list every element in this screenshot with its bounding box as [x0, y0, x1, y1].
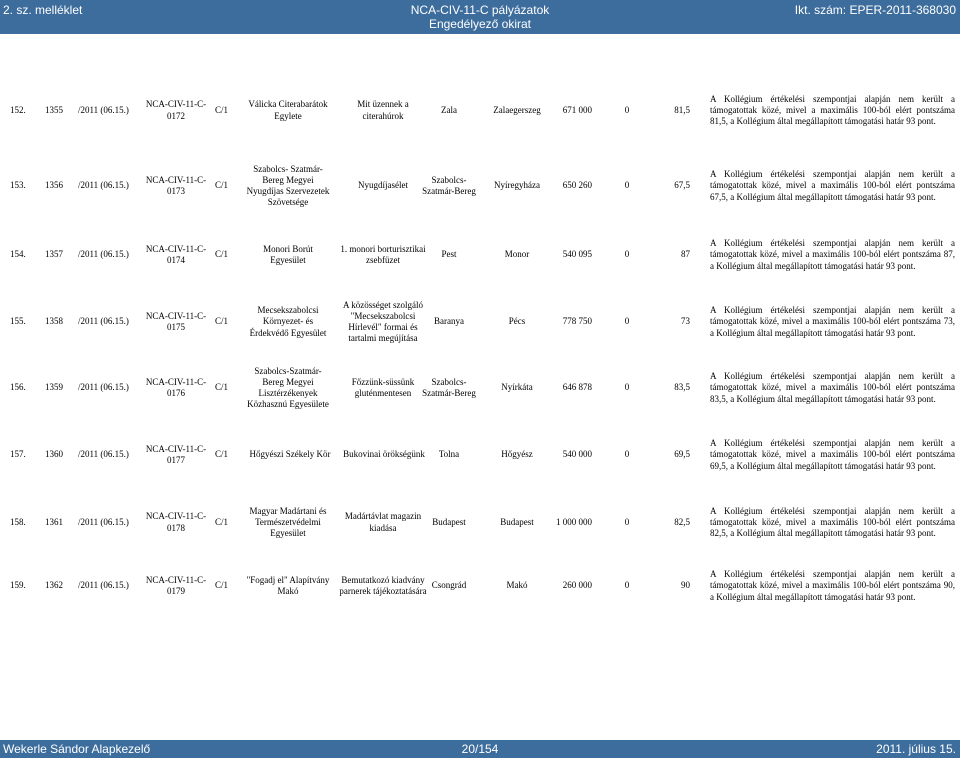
cell-score-text: 69,5	[674, 449, 690, 460]
cell-county-text: Tolna	[438, 449, 460, 460]
cell-note	[710, 77, 955, 144]
cell-date	[78, 291, 142, 353]
cell-ref-text: 1362	[45, 580, 63, 591]
cell-score-text: 83,5	[674, 382, 690, 393]
cell-amount-text: 671 000	[562, 104, 592, 115]
cell-note-text: A Kollégium értékelési szempontjai alapján nem került a támogatottak közé, mivel a maximális 100-ból elért pontszáma 69,5, a Kollégium által megállapított támogatási határ 93 pont.	[710, 438, 955, 471]
cell-cat-text: C/1	[215, 382, 229, 393]
cell-code	[140, 153, 212, 219]
cell-org	[238, 491, 338, 554]
cell-ref	[45, 356, 73, 420]
footer-organization: Wekerle Sándor Alapkezelő	[3, 742, 151, 756]
cell-amount-text: 650 260	[562, 180, 592, 191]
cell-ref	[45, 424, 73, 486]
cell-score-text: 73	[681, 316, 690, 327]
cell-title-text: Bemutatkozó kiadvány parnerek tájékoztatására	[339, 574, 427, 596]
cell-ref-text: 1355	[45, 104, 63, 115]
cell-date	[78, 491, 142, 554]
cell-date	[78, 424, 142, 486]
cell-num-text: 152.	[10, 104, 26, 115]
cell-city-text: Zalaegerszeg	[493, 104, 541, 115]
table-row	[0, 491, 960, 554]
cell-title-text: Mit üzennek a citerahúrok	[357, 99, 409, 121]
cell-note	[710, 424, 955, 486]
cell-zero	[620, 153, 634, 219]
cell-title-text: A közösséget szolgáló "Mecsekszabolcsi Hírlevél" formai és tartalmi megújítása	[343, 299, 423, 344]
cell-county	[420, 491, 478, 554]
cell-num	[10, 77, 34, 144]
cell-score	[640, 77, 690, 144]
cell-score	[640, 222, 690, 288]
cell-num	[10, 424, 34, 486]
cell-score-text: 90	[681, 580, 690, 591]
header-title-line1: NCA-CIV-11-C pályázatok	[410, 3, 550, 17]
cell-amount-text: 1 000 000	[556, 516, 592, 527]
cell-zero-text: 0	[624, 316, 630, 327]
cell-date	[78, 557, 142, 615]
cell-zero	[620, 222, 634, 288]
cell-note-text: A Kollégium értékelési szempontjai alapján nem került a támogatottak közé, mivel a maximális 100-ból elért pontszáma 67,5, a Kollégium által megállapított támogatási határ 93 pont.	[710, 169, 955, 202]
footer-date: 2011. július 15.	[876, 742, 956, 756]
cell-score-text: 67,5	[674, 180, 690, 191]
cell-org-text: Magyar Madártani és Természetvédelmi Egyesület	[249, 505, 327, 539]
cell-score	[640, 557, 690, 615]
cell-num	[10, 491, 34, 554]
cell-cat-text: C/1	[215, 316, 229, 327]
cell-title-text: Madártávlat magazin kiadása	[344, 511, 422, 533]
footer-page-number: 20/154	[461, 742, 499, 756]
cell-code-text: NCA-CIV-11-C- 0177	[145, 443, 207, 465]
cell-amount-text: 260 000	[562, 580, 592, 591]
cell-zero	[620, 491, 634, 554]
cell-score	[640, 291, 690, 353]
cell-org-text: Szabolcs-Szatmár- Bereg Megyei Lisztérzékenyek Közhasznú Egyesülete	[247, 365, 329, 410]
cell-org	[238, 222, 338, 288]
cell-cat-text: C/1	[215, 449, 229, 460]
cell-county	[420, 291, 478, 353]
cell-city-text: Hőgyész	[501, 449, 533, 460]
cell-ref-text: 1359	[45, 382, 63, 393]
table-row	[0, 291, 960, 353]
cell-amount-text: 540 000	[562, 449, 592, 460]
cell-county	[420, 153, 478, 219]
cell-org	[238, 291, 338, 353]
cell-org-text: Monori Borút Egyesület	[263, 243, 313, 265]
cell-title	[335, 222, 431, 288]
cell-ref-text: 1357	[45, 249, 63, 260]
table-row	[0, 222, 960, 288]
header-file-number: Ikt. szám: EPER-2011-368030	[794, 3, 956, 17]
cell-note	[710, 491, 955, 554]
cell-title	[335, 557, 431, 615]
cell-note-text: A Kollégium értékelési szempontjai alapján nem került a támogatottak közé, mivel a maximális 100-ból elért pontszáma 90, a Kollégium által megállapított támogatási határ 93 pont.	[710, 569, 955, 602]
cell-ref-text: 1360	[45, 449, 63, 460]
cell-date-text: /2011 (06.15.)	[78, 580, 129, 591]
cell-county-text: Szabolcs- Szatmár-Bereg	[422, 376, 476, 398]
cell-amount	[550, 356, 592, 420]
cell-amount	[550, 557, 592, 615]
cell-amount-text: 646 878	[562, 382, 592, 393]
cell-zero-text: 0	[624, 382, 630, 393]
cell-num-text: 153.	[10, 180, 26, 191]
cell-org-text: Szabolcs- Szatmár- Bereg Megyei Nyugdíjas Szervezetek Szövetsége	[246, 163, 330, 208]
cell-amount	[550, 291, 592, 353]
cell-score	[640, 356, 690, 420]
cell-num	[10, 222, 34, 288]
cell-county-text: Budapest	[432, 516, 466, 527]
cell-num-text: 156.	[10, 382, 26, 393]
cell-county	[420, 222, 478, 288]
cell-note	[710, 291, 955, 353]
cell-city-text: Makó	[506, 580, 528, 591]
cell-ref	[45, 291, 73, 353]
cell-org	[238, 557, 338, 615]
cell-code-text: NCA-CIV-11-C- 0175	[145, 310, 207, 332]
cell-org	[238, 153, 338, 219]
cell-amount	[550, 424, 592, 486]
cell-county	[420, 557, 478, 615]
cell-num	[10, 291, 34, 353]
cell-city-text: Nyíregyháza	[494, 180, 540, 191]
cell-date-text: /2011 (06.15.)	[78, 516, 129, 527]
cell-title	[335, 153, 431, 219]
cell-date	[78, 153, 142, 219]
cell-org	[238, 356, 338, 420]
cell-note-text: A Kollégium értékelési szempontjai alapján nem került a támogatottak közé, mivel a maximális 100-ból elért pontszáma 81,5, a Kollégium által megállapított támogatási határ 93 pont.	[710, 93, 955, 127]
table-row	[0, 424, 960, 486]
cell-org-text: Mecsekszabolcsi Környezet- és Érdekvédő Egyesület	[249, 305, 327, 338]
table-row	[0, 356, 960, 420]
cell-org	[238, 77, 338, 144]
cell-date-text: /2011 (06.15.)	[78, 316, 129, 327]
cell-title-text: 1. monori borturisztikai zsebfüzet	[340, 243, 426, 265]
cell-ref	[45, 557, 73, 615]
cell-code-text: NCA-CIV-11-C- 0174	[145, 243, 207, 265]
cell-amount	[550, 153, 592, 219]
cell-code-text: NCA-CIV-11-C- 0173	[145, 174, 207, 196]
cell-amount-text: 540 095	[562, 249, 592, 260]
cell-ref	[45, 491, 73, 554]
cell-county-text: Csongrád	[431, 580, 467, 591]
cell-amount	[550, 491, 592, 554]
cell-date	[78, 356, 142, 420]
cell-date-text: /2011 (06.15.)	[78, 104, 129, 115]
cell-code-text: NCA-CIV-11-C- 0176	[145, 376, 207, 398]
cell-city	[480, 153, 554, 219]
cell-county-text: Szabolcs- Szatmár-Bereg	[422, 174, 476, 196]
cell-num-text: 158.	[10, 516, 26, 527]
cell-title	[335, 291, 431, 353]
cell-score	[640, 424, 690, 486]
cell-title	[335, 356, 431, 420]
cell-code	[140, 291, 212, 353]
cell-code-text: NCA-CIV-11-C- 0172	[145, 99, 207, 121]
cell-cat-text: C/1	[215, 180, 229, 191]
cell-title	[335, 77, 431, 144]
cell-county-text: Baranya	[434, 316, 464, 327]
cell-cat-text: C/1	[215, 104, 229, 115]
cell-num	[10, 356, 34, 420]
table-row	[0, 557, 960, 615]
cell-zero	[620, 557, 634, 615]
cell-zero	[620, 424, 634, 486]
cell-date	[78, 222, 142, 288]
cell-amount	[550, 222, 592, 288]
cell-date	[78, 77, 142, 144]
cell-cat-text: C/1	[215, 516, 229, 527]
cell-title-text: Bukovinai örökségünk	[343, 449, 425, 460]
cell-org-text: Hőgyészi Székely Kör	[249, 449, 331, 460]
cell-city	[480, 356, 554, 420]
cell-city	[480, 424, 554, 486]
cell-zero-text: 0	[624, 516, 630, 527]
page-footer-bar	[0, 740, 960, 758]
cell-code	[140, 356, 212, 420]
cell-ref-text: 1361	[45, 516, 63, 527]
cell-city	[480, 222, 554, 288]
header-annex-label: 2. sz. melléklet	[3, 3, 83, 17]
cell-code	[140, 491, 212, 554]
cell-num	[10, 557, 34, 615]
table-row	[0, 153, 960, 219]
cell-amount-text: 778 750	[562, 316, 592, 327]
cell-cat-text: C/1	[215, 580, 229, 591]
table-row	[0, 77, 960, 144]
cell-org-text: "Fogadj el" Alapítvány Makó	[246, 574, 330, 596]
cell-county	[420, 424, 478, 486]
cell-city-text: Pécs	[508, 316, 526, 327]
cell-zero-text: 0	[624, 104, 630, 115]
cell-cat-text: C/1	[215, 249, 229, 260]
cell-num-text: 159.	[10, 580, 26, 591]
cell-zero-text: 0	[624, 580, 630, 591]
cell-zero	[620, 291, 634, 353]
cell-date-text: /2011 (06.15.)	[78, 249, 129, 260]
cell-note-text: A Kollégium értékelési szempontjai alapján nem került a támogatottak közé, mivel a maximális 100-ból elért pontszáma 83,5, a Kollégium által megállapított támogatási határ 93 pont.	[710, 371, 955, 404]
cell-note	[710, 153, 955, 219]
cell-zero-text: 0	[624, 180, 630, 191]
header-title-line2: Engedélyező okirat	[428, 17, 532, 31]
cell-zero	[620, 77, 634, 144]
cell-city	[480, 557, 554, 615]
cell-code	[140, 77, 212, 144]
cell-title	[335, 491, 431, 554]
cell-code	[140, 424, 212, 486]
cell-code-text: NCA-CIV-11-C- 0179	[145, 574, 207, 596]
cell-zero-text: 0	[624, 449, 630, 460]
cell-note-text: A Kollégium értékelési szempontjai alapján nem került a támogatottak közé, mivel a maximális 100-ból elért pontszáma 82,5, a Kollégium által megállapított támogatási határ 93 pont.	[710, 505, 955, 539]
cell-num-text: 157.	[10, 449, 26, 460]
cell-city	[480, 491, 554, 554]
cell-city	[480, 291, 554, 353]
cell-score	[640, 153, 690, 219]
cell-city-text: Monor	[504, 249, 530, 260]
cell-ref	[45, 77, 73, 144]
cell-score	[640, 491, 690, 554]
cell-note	[710, 557, 955, 615]
cell-code	[140, 222, 212, 288]
cell-org-text: Válicka Citerabarátok Egylete	[248, 99, 328, 121]
cell-zero-text: 0	[624, 249, 630, 260]
cell-county	[420, 356, 478, 420]
cell-ref-text: 1356	[45, 180, 63, 191]
cell-title	[336, 424, 432, 486]
cell-note	[710, 356, 955, 420]
cell-date-text: /2011 (06.15.)	[78, 449, 129, 460]
cell-ref-text: 1358	[45, 316, 63, 327]
cell-note-text: A Kollégium értékelési szempontjai alapján nem került a támogatottak közé, mivel a maximális 100-ból elért pontszáma 73, a Kollégium által megállapított támogatási határ 93 pont.	[710, 305, 955, 338]
cell-note	[710, 222, 955, 288]
cell-county-text: Pest	[441, 249, 457, 260]
cell-ref	[45, 153, 73, 219]
cell-note-text: A Kollégium értékelési szempontjai alapján nem került a támogatottak közé, mivel a maximális 100-ból elért pontszáma 87, a Kollégium által megállapított támogatási határ 93 pont.	[710, 238, 955, 271]
cell-score-text: 82,5	[674, 516, 690, 527]
cell-cat	[215, 424, 241, 486]
cell-num-text: 155.	[10, 316, 26, 327]
cell-date-text: /2011 (06.15.)	[78, 180, 129, 191]
cell-city	[480, 77, 554, 144]
cell-org	[244, 424, 336, 486]
cell-zero	[620, 356, 634, 420]
page-header-bar	[0, 0, 960, 34]
cell-num-text: 154.	[10, 249, 26, 260]
cell-title-text: Nyugdíjasélet	[358, 180, 408, 191]
cell-ref	[45, 222, 73, 288]
cell-num	[10, 153, 34, 219]
cell-code	[140, 557, 212, 615]
cell-amount	[550, 77, 592, 144]
cell-city-text: Budapest	[500, 516, 534, 527]
cell-date-text: /2011 (06.15.)	[78, 382, 129, 393]
cell-score-text: 87	[681, 249, 690, 260]
cell-score-text: 81,5	[674, 104, 690, 115]
cell-county-text: Zala	[441, 104, 457, 115]
cell-code-text: NCA-CIV-11-C- 0178	[145, 511, 207, 533]
cell-city-text: Nyírkáta	[501, 382, 533, 393]
cell-county	[420, 77, 478, 144]
cell-title-text: Főzzünk-süssünk gluténmentesen	[351, 376, 415, 398]
